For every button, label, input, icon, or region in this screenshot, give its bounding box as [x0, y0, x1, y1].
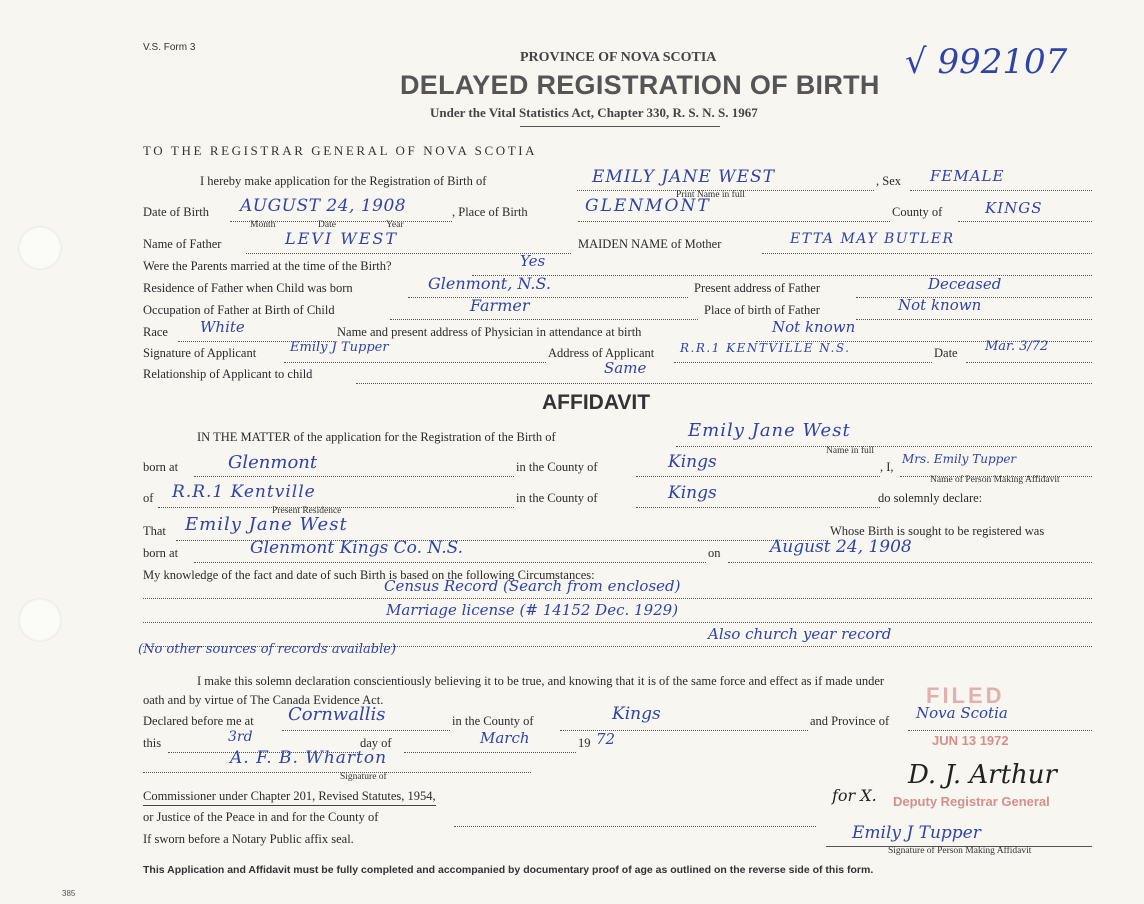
father-birthplace-field[interactable]: Not known: [898, 296, 982, 314]
signature-of-note: Signature of: [340, 772, 387, 782]
affidavit-child-name[interactable]: Emily Jane West: [688, 420, 851, 441]
solemnly-label: do solemnly declare:: [878, 491, 983, 505]
commissioner-label: Commissioner under Chapter 201, Revised Statutes, 1954,: [143, 789, 436, 806]
father-name-field[interactable]: LEVI WEST: [285, 229, 399, 248]
married-field[interactable]: Yes: [520, 252, 546, 270]
mother-name-field[interactable]: ETTA MAY BUTLER: [790, 231, 955, 247]
registrar-address: TO THE REGISTRAR GENERAL OF NOVA SCOTIA: [143, 143, 538, 158]
address-applicant-label: Address of Applicant: [548, 346, 655, 360]
applicant-address-field[interactable]: R.R.1 KENTVILLE N.S.: [680, 341, 851, 355]
declaration-text-1: I make this solemn declaration conscientiously believing it to be true, and knowing that it is of the same force and effect as if made under: [197, 674, 885, 688]
in-county-label: in the County of: [516, 491, 598, 505]
present-address-label: Present address of Father: [694, 281, 821, 295]
birthplace-full-field[interactable]: Glenmont Kings Co. N.S.: [250, 538, 464, 558]
pob-field[interactable]: GLENMONT: [585, 196, 711, 216]
knowledge-label: My knowledge of the fact and date of such Birth is based on the following Circumstances:: [143, 568, 595, 582]
affidavit-heading: AFFIDAVIT: [542, 391, 651, 414]
in-county-field[interactable]: Kings: [668, 452, 717, 472]
affiant-name-field[interactable]: Mrs. Emily Tupper: [902, 452, 1017, 466]
registration-number: √ 992107: [905, 42, 1068, 82]
sex-field[interactable]: FEMALE: [930, 167, 1005, 185]
year-prefix: 19: [578, 736, 591, 750]
on-label: on: [708, 546, 721, 560]
year-field[interactable]: 72: [596, 730, 616, 748]
justice-label: or Justice of the Peace in and for the County of: [143, 810, 379, 824]
circumstance-4[interactable]: (No other sources of records available): [138, 642, 397, 657]
present-address-field[interactable]: Deceased: [928, 275, 1002, 293]
title-rule: [520, 126, 720, 127]
that-name-field[interactable]: Emily Jane West: [185, 514, 348, 535]
declared-place-field[interactable]: Cornwallis: [288, 704, 386, 725]
day-of-label: day of: [360, 736, 392, 750]
application-label: I hereby make application for the Registration of Birth of: [200, 174, 487, 188]
declared-county-field[interactable]: Kings: [612, 704, 661, 724]
signature-applicant-label: Signature of Applicant: [143, 346, 257, 360]
print-code: 385: [62, 889, 76, 898]
filed-stamp-date: JUN 13 1972: [932, 733, 1009, 748]
circumstance-3[interactable]: Also church year record: [708, 625, 892, 643]
form-number: V.S. Form 3: [143, 42, 196, 53]
deputy-signature[interactable]: D. J. Arthur: [908, 760, 1057, 790]
person-affidavit-note: Name of Person Making Affidavit: [930, 475, 1060, 485]
county-label: County of: [892, 205, 943, 219]
born-at-label: born at: [143, 546, 179, 560]
born-at-label: born at: [143, 460, 179, 474]
declared-label: Declared before me at: [143, 714, 254, 728]
married-label: Were the Parents married at the time of the Birth?: [143, 259, 392, 273]
occupation-label: Occupation of Father at Birth of Child: [143, 303, 335, 317]
matter-label: IN THE MATTER of the application for the Registration of the Birth of: [197, 430, 556, 444]
name-in-full-note: Name in full: [826, 446, 875, 456]
punch-hole: [18, 226, 62, 270]
occupation-field[interactable]: Farmer: [470, 296, 530, 315]
of-label: of: [143, 491, 154, 505]
present-residence-note: Present Residence: [272, 506, 342, 516]
sex-label: , Sex: [876, 174, 901, 188]
affiant-signature[interactable]: Emily J Tupper: [852, 823, 981, 843]
notary-label: If sworn before a Notary Public affix seal.: [143, 832, 354, 846]
that-label: That: [143, 524, 166, 538]
province-heading: PROVINCE OF NOVA SCOTIA: [520, 50, 717, 65]
footer-note: This Application and Affidavit must be fully completed and accompanied by documentary proof of age as outlined on the reverse side of this form.: [143, 864, 874, 876]
in-county-label: in the County of: [516, 460, 598, 474]
father-label: Name of Father: [143, 237, 222, 251]
county-field[interactable]: KINGS: [985, 199, 1043, 217]
father-birthplace-label: Place of birth of Father: [704, 303, 820, 317]
declared-province-field[interactable]: Nova Scotia: [916, 704, 1008, 722]
date-note: Date: [318, 220, 336, 230]
deputy-prefix: for X.: [832, 786, 877, 805]
dob-label: Date of Birth: [143, 205, 209, 219]
affiant-signature-label: Signature of Person Making Affidavit: [888, 846, 1032, 856]
print-name-note: Print Name in full: [676, 190, 745, 200]
year-note: Year: [386, 220, 404, 230]
date-label: Date: [934, 346, 958, 360]
physician-label: Name and present address of Physician in attendance at birth: [337, 325, 642, 339]
circumstance-1[interactable]: Census Record (Search from enclosed): [384, 577, 681, 595]
physician-field[interactable]: Not known: [772, 318, 856, 336]
day-field[interactable]: 3rd: [228, 729, 253, 745]
residence-label: Residence of Father when Child was born: [143, 281, 353, 295]
date-field[interactable]: Mar. 3/72: [985, 339, 1049, 354]
deputy-registrar-stamp: Deputy Registrar General: [893, 794, 1050, 809]
filed-stamp: FILED: [926, 683, 1005, 708]
relationship-field[interactable]: Same: [604, 359, 647, 377]
mother-label: MAIDEN NAME of Mother: [578, 237, 722, 251]
relationship-label: Relationship of Applicant to child: [143, 367, 313, 381]
i-label: , I,: [880, 460, 894, 474]
dob-field[interactable]: AUGUST 24, 1908: [240, 196, 407, 216]
province-label: and Province of: [810, 714, 890, 728]
race-label: Race: [143, 325, 168, 339]
pob-label: , Place of Birth: [452, 205, 528, 219]
residence-field[interactable]: Glenmont, N.S.: [428, 274, 551, 293]
form-subtitle: Under the Vital Statistics Act, Chapter 330, R. S. N. S. 1967: [430, 105, 758, 120]
whose-birth-label: Whose Birth is sought to be registered was: [830, 524, 1045, 538]
form-title: DELAYED REGISTRATION OF BIRTH: [400, 70, 880, 100]
this-label: this: [143, 736, 162, 750]
circumstance-2[interactable]: Marriage license (# 14152 Dec. 1929): [386, 601, 679, 619]
declaration-text-2: oath and by virtue of The Canada Evidence Act.: [143, 693, 384, 707]
in-county-field[interactable]: Kings: [668, 483, 717, 503]
applicant-signature[interactable]: Emily J Tupper: [290, 340, 389, 355]
child-name-field[interactable]: EMILY JANE WEST: [592, 167, 776, 187]
commissioner-signature[interactable]: A. F. B. Wharton: [230, 748, 388, 768]
punch-hole: [18, 598, 62, 642]
born-at-field[interactable]: Glenmont: [228, 452, 318, 473]
birthdate-field[interactable]: August 24, 1908: [770, 537, 912, 557]
affiant-residence-field[interactable]: R.R.1 Kentville: [172, 482, 316, 502]
in-county-label: in the County of: [452, 714, 534, 728]
month-field[interactable]: March: [480, 729, 530, 747]
race-field[interactable]: White: [200, 318, 245, 336]
month-note: Month: [250, 220, 276, 230]
